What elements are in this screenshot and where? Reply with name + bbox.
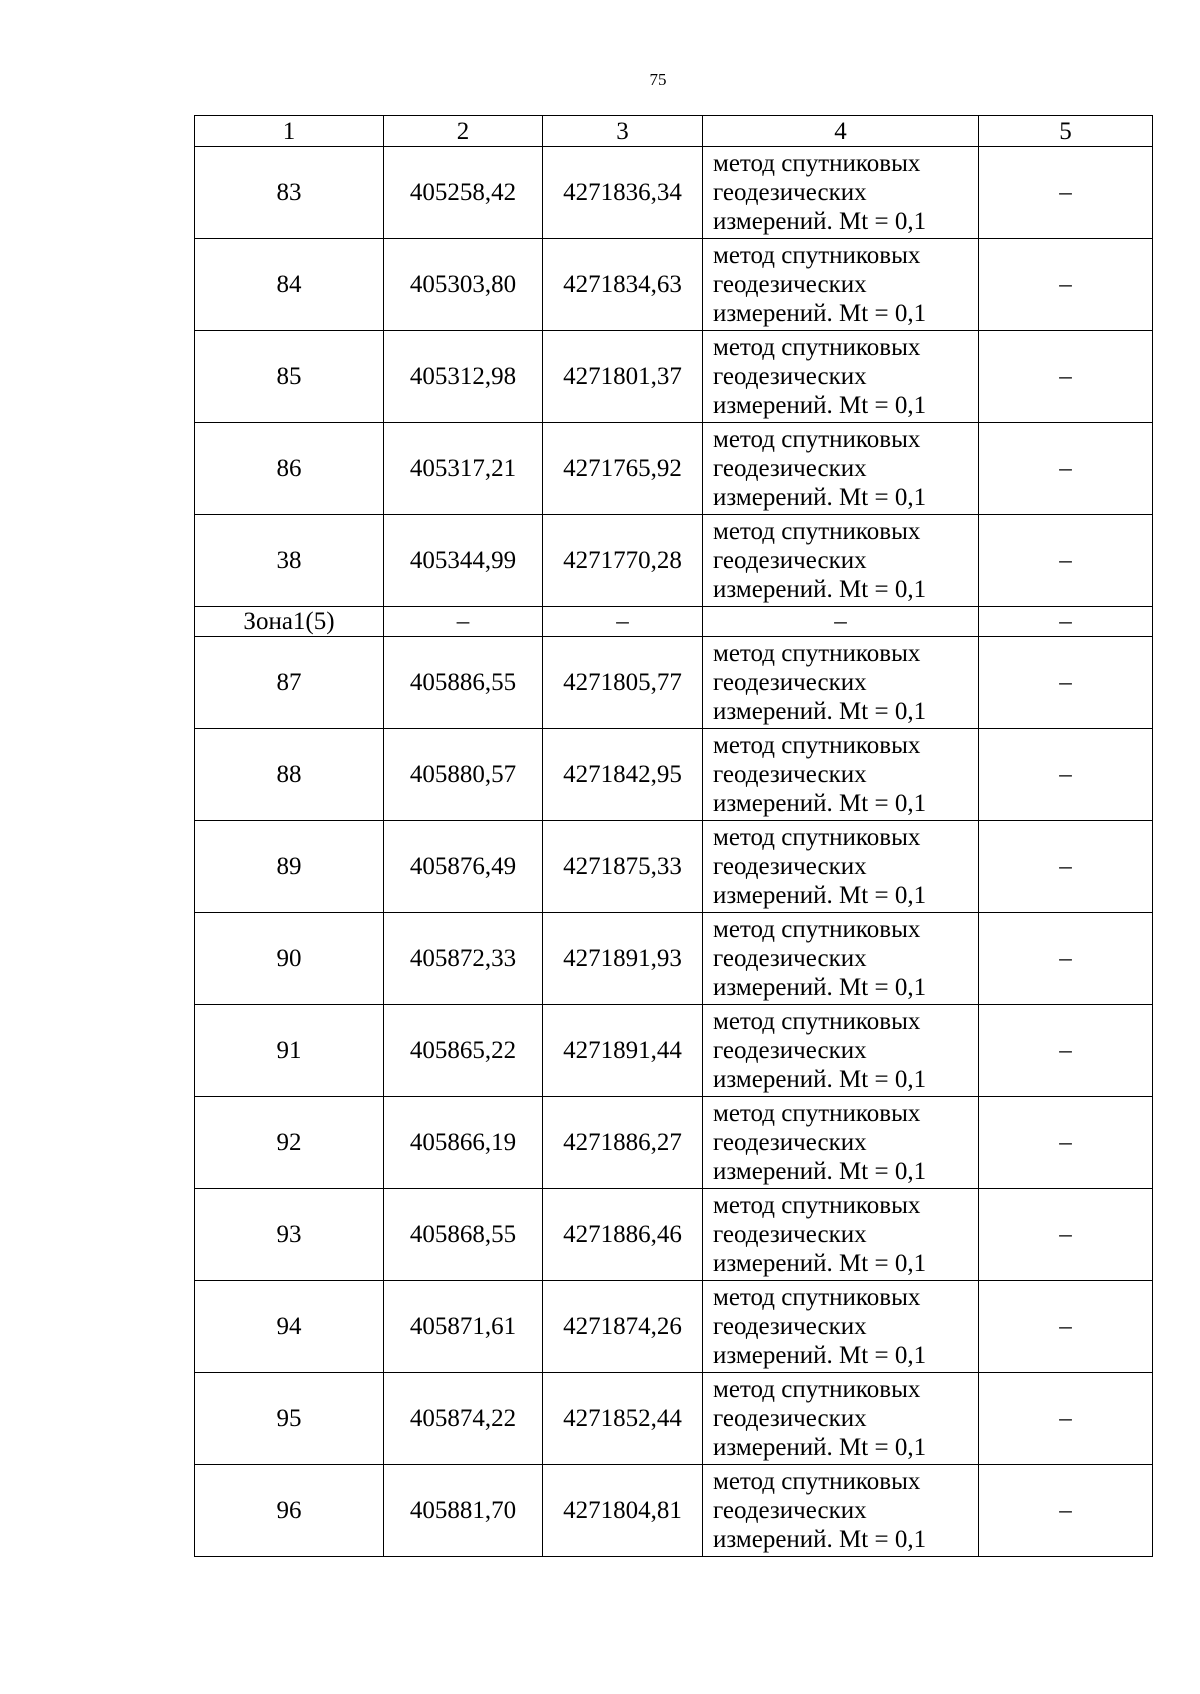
point-number-cell: 89 xyxy=(195,821,384,913)
method-text-line: измерений. Mt = 0,1 xyxy=(713,1250,927,1277)
point-number-cell: 87 xyxy=(195,637,384,729)
table-row xyxy=(195,1373,1153,1465)
table-row xyxy=(195,729,1153,821)
point-number-cell: 86 xyxy=(195,423,384,515)
method-text-line: измерений. Mt = 0,1 xyxy=(713,974,927,1001)
method-cell xyxy=(703,1373,979,1465)
method-text-line: измерений. Mt = 0,1 xyxy=(713,576,927,603)
point-number-cell: 38 xyxy=(195,515,384,607)
note-cell: – xyxy=(979,331,1153,423)
table-row xyxy=(195,331,1153,423)
page-number: 75 xyxy=(649,70,667,89)
method-text-line: метод спутниковых xyxy=(713,518,921,545)
y-coordinate-cell: 4271805,77 xyxy=(543,637,703,729)
table-row xyxy=(195,1097,1153,1189)
x-coordinate-cell: 405874,22 xyxy=(384,1373,543,1465)
point-number-cell: 90 xyxy=(195,913,384,1005)
y-coordinate-cell: 4271891,44 xyxy=(543,1005,703,1097)
method-text-line: геодезических xyxy=(713,1037,867,1064)
method-cell xyxy=(703,1005,979,1097)
column-header-1: 1 xyxy=(195,116,384,147)
method-text-line: измерений. Mt = 0,1 xyxy=(713,1526,927,1553)
x-coordinate-cell: 405871,61 xyxy=(384,1281,543,1373)
zone-dash-cell: – xyxy=(384,607,543,637)
method-text-line: метод спутниковых xyxy=(713,1192,921,1219)
method-text-line: геодезических xyxy=(713,455,867,482)
method-text-line: геодезических xyxy=(713,1129,867,1156)
table-header-row xyxy=(195,116,1153,147)
method-cell xyxy=(703,1189,979,1281)
method-text-line: метод спутниковых xyxy=(713,334,921,361)
table-row xyxy=(195,1189,1153,1281)
column-header-2: 2 xyxy=(384,116,543,147)
column-header-3: 3 xyxy=(543,116,703,147)
method-text-line: геодезических xyxy=(713,853,867,880)
point-number-cell: 88 xyxy=(195,729,384,821)
x-coordinate-cell: 405258,42 xyxy=(384,147,543,239)
table-row xyxy=(195,1281,1153,1373)
method-text-line: метод спутниковых xyxy=(713,1468,921,1495)
point-number-cell: 93 xyxy=(195,1189,384,1281)
method-text-line: измерений. Mt = 0,1 xyxy=(713,882,927,909)
method-text-line: геодезических xyxy=(713,1313,867,1340)
table-row xyxy=(195,239,1153,331)
method-text-line: измерений. Mt = 0,1 xyxy=(713,484,927,511)
note-cell: – xyxy=(979,1189,1153,1281)
method-text-line: измерений. Mt = 0,1 xyxy=(713,300,927,327)
point-number-cell: 83 xyxy=(195,147,384,239)
y-coordinate-cell: 4271874,26 xyxy=(543,1281,703,1373)
method-text-line: измерений. Mt = 0,1 xyxy=(713,392,927,419)
y-coordinate-cell: 4271765,92 xyxy=(543,423,703,515)
method-cell xyxy=(703,147,979,239)
method-text-line: метод спутниковых xyxy=(713,640,921,667)
x-coordinate-cell: 405344,99 xyxy=(384,515,543,607)
method-text-line: геодезических xyxy=(713,945,867,972)
point-number-cell: 84 xyxy=(195,239,384,331)
y-coordinate-cell: 4271852,44 xyxy=(543,1373,703,1465)
method-text-line: метод спутниковых xyxy=(713,150,921,177)
y-coordinate-cell: 4271834,63 xyxy=(543,239,703,331)
method-text-line: метод спутниковых xyxy=(713,732,921,759)
method-text-line: метод спутниковых xyxy=(713,1376,921,1403)
method-text-line: измерений. Mt = 0,1 xyxy=(713,1342,927,1369)
y-coordinate-cell: 4271801,37 xyxy=(543,331,703,423)
method-text-line: метод спутниковых xyxy=(713,824,921,851)
table-row xyxy=(195,1465,1153,1557)
method-text-line: метод спутниковых xyxy=(713,242,921,269)
x-coordinate-cell: 405865,22 xyxy=(384,1005,543,1097)
x-coordinate-cell: 405881,70 xyxy=(384,1465,543,1557)
coordinates-table-body xyxy=(195,116,1153,1557)
column-header-5: 5 xyxy=(979,116,1153,147)
note-cell: – xyxy=(979,423,1153,515)
x-coordinate-cell: 405317,21 xyxy=(384,423,543,515)
method-cell xyxy=(703,913,979,1005)
point-number-cell: 85 xyxy=(195,331,384,423)
table-row xyxy=(195,147,1153,239)
note-cell: – xyxy=(979,729,1153,821)
method-cell xyxy=(703,331,979,423)
method-text-line: измерений. Mt = 0,1 xyxy=(713,1434,927,1461)
note-cell: – xyxy=(979,1097,1153,1189)
point-number-cell: 96 xyxy=(195,1465,384,1557)
method-text-line: метод спутниковых xyxy=(713,1100,921,1127)
point-number-cell: 91 xyxy=(195,1005,384,1097)
method-cell xyxy=(703,515,979,607)
method-text-line: геодезических xyxy=(713,547,867,574)
method-text-line: геодезических xyxy=(713,669,867,696)
method-text-line: метод спутниковых xyxy=(713,1284,921,1311)
x-coordinate-cell: 405868,55 xyxy=(384,1189,543,1281)
y-coordinate-cell: 4271886,46 xyxy=(543,1189,703,1281)
method-cell xyxy=(703,423,979,515)
note-cell: – xyxy=(979,821,1153,913)
method-text-line: метод спутниковых xyxy=(713,916,921,943)
x-coordinate-cell: 405880,57 xyxy=(384,729,543,821)
method-cell xyxy=(703,1465,979,1557)
note-cell: – xyxy=(979,1281,1153,1373)
method-text-line: метод спутниковых xyxy=(713,1008,921,1035)
method-cell xyxy=(703,821,979,913)
x-coordinate-cell: 405303,80 xyxy=(384,239,543,331)
method-text-line: измерений. Mt = 0,1 xyxy=(713,790,927,817)
zone-label-cell: Зона1(5) xyxy=(195,607,384,637)
note-cell: – xyxy=(979,1373,1153,1465)
x-coordinate-cell: 405872,33 xyxy=(384,913,543,1005)
method-text-line: измерений. Mt = 0,1 xyxy=(713,1066,927,1093)
point-number-cell: 94 xyxy=(195,1281,384,1373)
y-coordinate-cell: 4271804,81 xyxy=(543,1465,703,1557)
method-text-line: геодезических xyxy=(713,1221,867,1248)
method-cell xyxy=(703,637,979,729)
table-row xyxy=(195,637,1153,729)
note-cell: – xyxy=(979,239,1153,331)
y-coordinate-cell: 4271770,28 xyxy=(543,515,703,607)
y-coordinate-cell: 4271836,34 xyxy=(543,147,703,239)
table-row xyxy=(195,1005,1153,1097)
table-row xyxy=(195,515,1153,607)
y-coordinate-cell: 4271886,27 xyxy=(543,1097,703,1189)
x-coordinate-cell: 405886,55 xyxy=(384,637,543,729)
zone-dash-cell: – xyxy=(543,607,703,637)
note-cell: – xyxy=(979,147,1153,239)
method-cell xyxy=(703,729,979,821)
point-number-cell: 95 xyxy=(195,1373,384,1465)
method-text-line: геодезических xyxy=(713,179,867,206)
method-text-line: геодезических xyxy=(713,271,867,298)
method-text-line: геодезических xyxy=(713,1405,867,1432)
note-cell: – xyxy=(979,637,1153,729)
method-cell xyxy=(703,1097,979,1189)
note-cell: – xyxy=(979,515,1153,607)
note-cell: – xyxy=(979,913,1153,1005)
method-cell xyxy=(703,239,979,331)
method-text-line: геодезических xyxy=(713,363,867,390)
x-coordinate-cell: 405876,49 xyxy=(384,821,543,913)
method-text-line: измерений. Mt = 0,1 xyxy=(713,1158,927,1185)
method-text-line: геодезических xyxy=(713,1497,867,1524)
coordinates-table xyxy=(194,115,1153,1557)
zone-row xyxy=(195,607,1153,637)
y-coordinate-cell: 4271875,33 xyxy=(543,821,703,913)
table-row xyxy=(195,821,1153,913)
method-text-line: измерений. Mt = 0,1 xyxy=(713,208,927,235)
method-cell xyxy=(703,1281,979,1373)
y-coordinate-cell: 4271842,95 xyxy=(543,729,703,821)
note-cell: – xyxy=(979,1465,1153,1557)
column-header-4: 4 xyxy=(703,116,979,147)
method-text-line: геодезических xyxy=(713,761,867,788)
table-row xyxy=(195,913,1153,1005)
y-coordinate-cell: 4271891,93 xyxy=(543,913,703,1005)
method-text-line: измерений. Mt = 0,1 xyxy=(713,698,927,725)
table-row xyxy=(195,423,1153,515)
zone-dash-cell: – xyxy=(979,607,1153,637)
x-coordinate-cell: 405866,19 xyxy=(384,1097,543,1189)
note-cell: – xyxy=(979,1005,1153,1097)
x-coordinate-cell: 405312,98 xyxy=(384,331,543,423)
zone-dash-cell: – xyxy=(703,607,979,637)
point-number-cell: 92 xyxy=(195,1097,384,1189)
method-text-line: метод спутниковых xyxy=(713,426,921,453)
